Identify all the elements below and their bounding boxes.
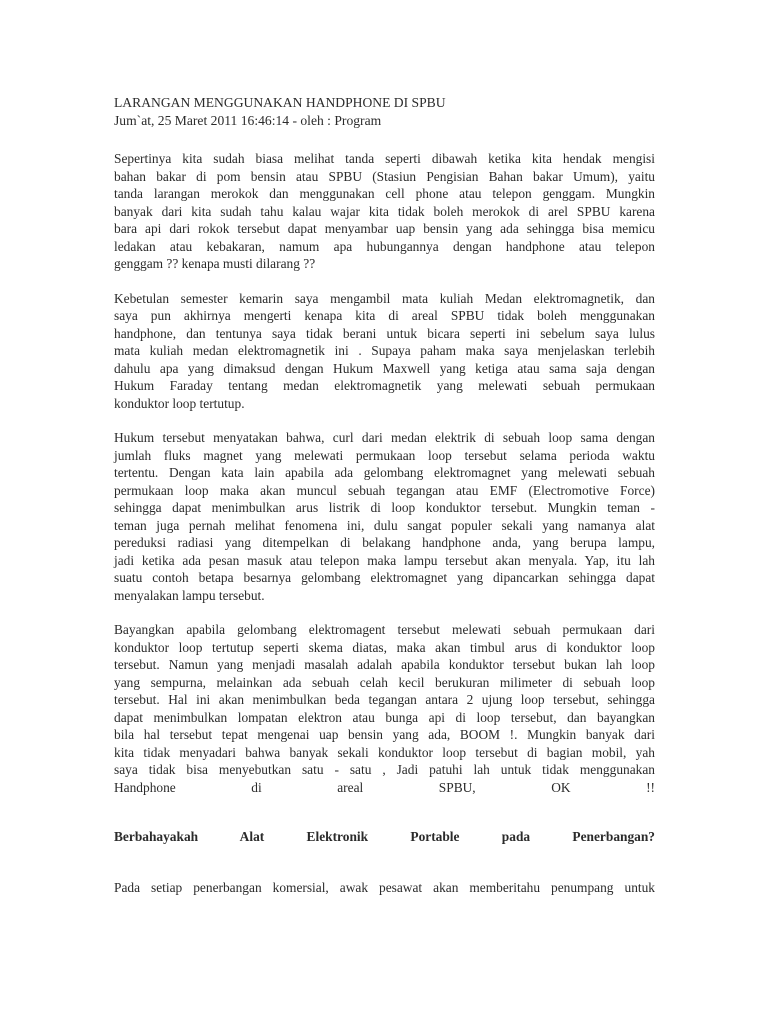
text-line: tersebut. Hal ini akan menimbulkan beda tegangan antara 2 ujung loop tersebut, sehingga: [114, 692, 655, 707]
text-line: bila hal tersebut tepat mengenai uap bensin yang ada, BOOM !. Mungkin banyak dari: [114, 727, 655, 742]
text-line: bahan bakar di pom bensin atau SPBU (Stasiun Pengisian Bahan bakar Umum), yaitu: [114, 168, 655, 184]
text-line: permukaan loop maka akan muncul sebuah tegangan atau EMF (Electromotive Force): [114, 482, 655, 498]
text-line: Bayangkan apabila gelombang elektromagent tersebut melewati sebuah permukaan dari: [114, 622, 655, 637]
paragraph-4: [114, 621, 655, 796]
paragraph-1: [114, 150, 655, 273]
paragraph-5: [114, 879, 655, 897]
text-line: pereduksi radiasi yang ditempelkan di belakang handphone anda, yang berupa lampu,: [114, 535, 655, 550]
text-line: genggam ?? kenapa musti dilarang ??: [114, 256, 316, 271]
paragraph-3: [114, 429, 655, 604]
text-line: banyak dari kita sudah tahu kalau wajar kita tidak boleh merokok di arel SPBU karena: [114, 203, 655, 219]
text-line: Hukum tersebut menyatakan bahwa, curl dari medan elektrik di sebuah loop sama dengan: [114, 430, 655, 445]
document-page: [114, 94, 655, 896]
text-line: handphone, dan tentunya saya tidak berani untuk bicara seperti ini sebelum saya lulus: [114, 325, 655, 341]
text-line: konduktor loop tertutup seperti skema diatas, maka akan timbul arus di konduktor loop: [114, 639, 655, 655]
text-line: Kebetulan semester kemarin saya mengambil mata kuliah Medan elektromagnetik, dan: [114, 290, 655, 306]
text-line: mata kuliah medan elektromagnetik ini . Supaya paham maka saya menjelaskan terlebih: [114, 343, 655, 358]
text-line: saya tidak bisa menyebutkan satu - satu , Jadi patuhi lah untuk tidak menggunakan: [114, 762, 655, 777]
text-line: teman juga pernah melihat fenomena ini, dulu sangat populer sekali yang namanya alat: [114, 517, 655, 533]
text-line: Pada setiap penerbangan komersial, awak pesawat akan memberitahu penumpang untuk: [114, 879, 655, 895]
text-line: Hukum Faraday tentang medan elektromagnetik yang melewati sebuah permukaan: [114, 378, 655, 393]
text-line: menyalakan lampu tersebut.: [114, 587, 265, 603]
text-line: dapat menimbulkan lompatan elektron atau bunga api di loop tersebut, dan bayangkan: [114, 709, 655, 725]
text-line: ledakan atau kebakaran, namum apa hubungannya dengan handphone atau telepon: [114, 238, 655, 254]
text-line: tanda larangan merokok dan menggunakan cell phone atau telepon genggam. Mungkin: [114, 186, 655, 201]
paragraph-2: [114, 290, 655, 413]
text-line: jumlah fluks magnet yang melewati permukaan loop tersebut selama perioda waktu: [114, 447, 655, 463]
section-heading: Berbahayakah Alat Elektronik Portable pada Penerbangan?: [114, 829, 655, 844]
text-line: sehingga dapat menimbulkan arus listrik di loop konduktor tersebut. Mungkin teman -: [114, 500, 655, 515]
text-line: bara api dari rokok tersebut dapat menyambar uap bensin yang ada sehingga bisa memicu: [114, 221, 655, 236]
text-line: Handphone di areal SPBU, OK !!: [114, 779, 655, 795]
text-line: saya pun akhirnya mengerti kenapa kita di areal SPBU tidak boleh menggunakan: [114, 308, 655, 323]
text-line: dahulu apa yang dimaksud dengan Hukum Maxwell yang ketiga atau sama saja dengan: [114, 360, 655, 376]
text-line: jadi ketika ada pesan masuk atau telepon maka lampu tersebut akan menyala. Yap, itu lah: [114, 552, 655, 568]
article-title: LARANGAN MENGGUNAKAN HANDPHONE DI SPBU: [114, 95, 446, 110]
text-line: yang sempurna, melainkan ada sebuah celah kecil berukuran milimeter di sebuah loop: [114, 674, 655, 690]
article-meta: Jum`at, 25 Maret 2011 16:46:14 - oleh : Program: [114, 113, 382, 128]
text-line: Sepertinya kita sudah biasa melihat tanda seperti dibawah ketika kita hendak mengisi: [114, 151, 655, 166]
text-line: kita tidak menyadari bahwa banyak sekali konduktor loop tersebut di bagian mobil, yah: [114, 744, 655, 760]
text-line: tersebut. Namun yang menjadi masalah adalah apabila konduktor tersebut bukan lah loop: [114, 657, 655, 672]
text-line: tertentu. Dengan kata lain apabila ada gelombang elektromagnet yang melewati sebuah: [114, 465, 655, 480]
text-line: konduktor loop tertutup.: [114, 395, 245, 411]
text-line: suatu contoh betapa besarnya gelombang elektromagnet yang dipancarkan sehingga dapat: [114, 570, 655, 585]
